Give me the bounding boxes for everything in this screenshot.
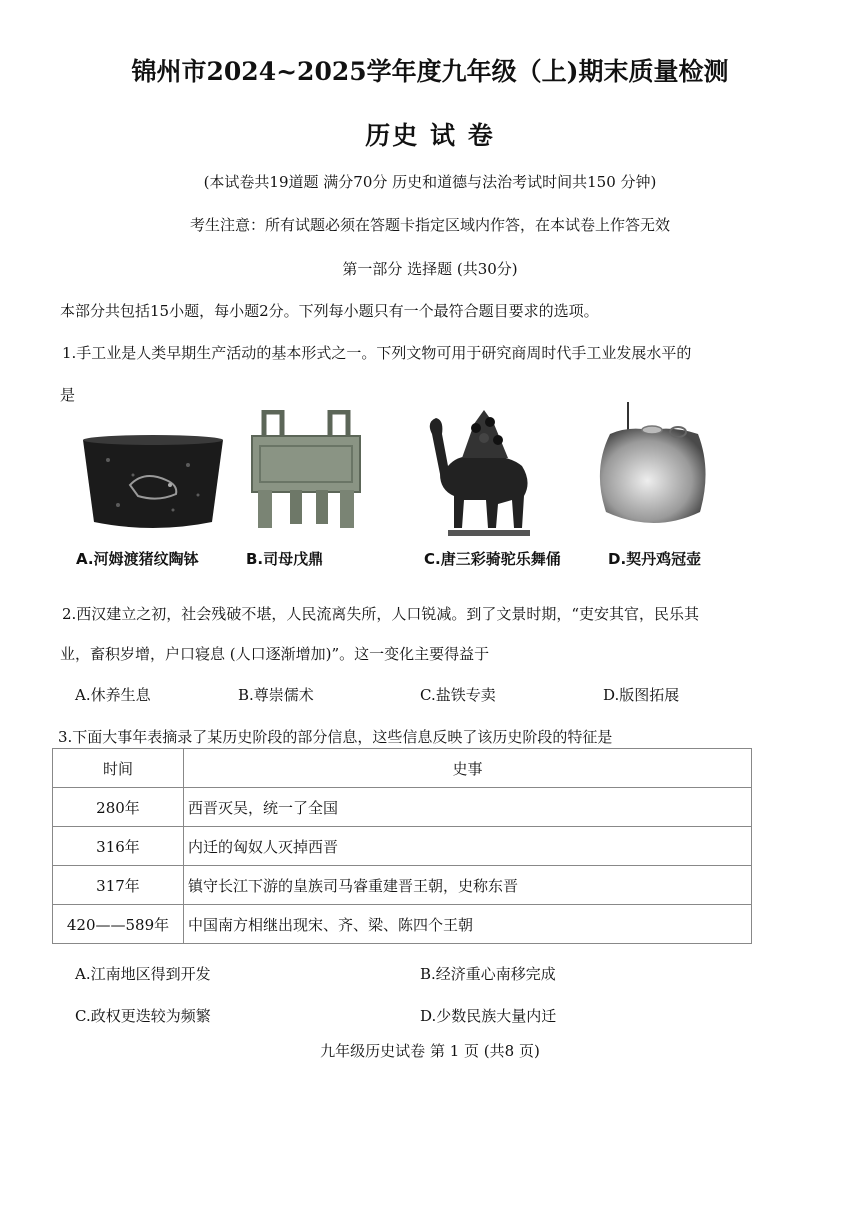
exam-info: (本试卷共19道题 满分70分 历史和道德与法治考试时间共150 分钟) (203, 173, 657, 191)
q1-caption-a: A.河姆渡猪纹陶钵 (76, 550, 199, 568)
q2-stem-line2: 业，畜积岁增，户口寝息 (人口逐渐增加)”。这一变化主要得益于 (60, 645, 490, 663)
header-time: 时间 (53, 749, 184, 788)
table-row (53, 866, 752, 905)
q2-stem-line1: 2.西汉建立之初，社会残破不堪，人民流离失所，人口锐减。到了文景时期，“吏安其官，民乐其 (62, 605, 699, 623)
row-time: 420——589年 (53, 905, 184, 944)
exam-subtitle: 历史 试 卷 (365, 121, 495, 150)
camel-figurine-icon (418, 404, 540, 538)
q1-caption-c: C.唐三彩骑驼乐舞俑 (424, 550, 561, 568)
q2-option-a: A.休养生息 (75, 686, 151, 704)
row-time: 316年 (53, 827, 184, 866)
bronze-ding-icon (246, 410, 366, 532)
table-row (53, 788, 752, 827)
q3-option-a: A.江南地区得到开发 (75, 965, 211, 983)
table-header-row (53, 749, 752, 788)
q2-option-d: D.版图拓展 (603, 686, 680, 704)
q1-stem-line2: 是 (60, 386, 76, 404)
pottery-bowl-icon (78, 430, 228, 536)
q1-caption-d: D.契丹鸡冠壶 (608, 550, 702, 568)
q3-option-b: B.经济重心南移完成 (420, 965, 556, 983)
header-event: 史事 (184, 749, 752, 788)
part1-heading: 第一部分 选择题 (共30分) (342, 260, 518, 278)
row-event: 中国南方相继出现宋、齐、梁、陈四个王朝 (184, 905, 752, 944)
part1-intro: 本部分共包括15小题，每小题2分。下列每小题只有一个最符合题目要求的选项。 (60, 302, 599, 320)
q3-option-c: C.政权更迭较为频繁 (75, 1007, 211, 1025)
table-row (53, 827, 752, 866)
exam-notice: 考生注意：所有试题必须在答题卡指定区域内作答，在本试卷上作答无效 (189, 216, 670, 234)
q1-stem-line1: 1.手工业是人类早期生产活动的基本形式之一。下列文物可用于研究商周时代手工业发展水平的 (62, 344, 692, 362)
row-event: 西晋灭吴，统一了全国 (184, 788, 752, 827)
row-time: 280年 (53, 788, 184, 827)
row-event: 内迁的匈奴人灭掉西晋 (184, 827, 752, 866)
q1-caption-b: B.司母戊鼎 (246, 550, 324, 568)
q2-option-b: B.尊崇儒术 (238, 686, 314, 704)
chronology-table (52, 748, 752, 944)
row-time: 317年 (53, 866, 184, 905)
q3-option-d: D.少数民族大量内迁 (420, 1007, 557, 1025)
row-event: 镇守长江下游的皇族司马睿重建晋王朝，史称东晋 (184, 866, 752, 905)
q3-stem: 3.下面大事年表摘录了某历史阶段的部分信息，这些信息反映了该历史阶段的特征是 (58, 728, 613, 746)
q2-option-c: C.盐铁专卖 (420, 686, 496, 704)
exam-title: 锦州市2024~2025学年度九年级（上)期末质量检测 (131, 57, 729, 86)
page-footer: 九年级历史试卷 第 1 页 (共8 页) (320, 1042, 540, 1060)
cockscomb-pot-icon (588, 400, 718, 536)
table-row (53, 905, 752, 944)
